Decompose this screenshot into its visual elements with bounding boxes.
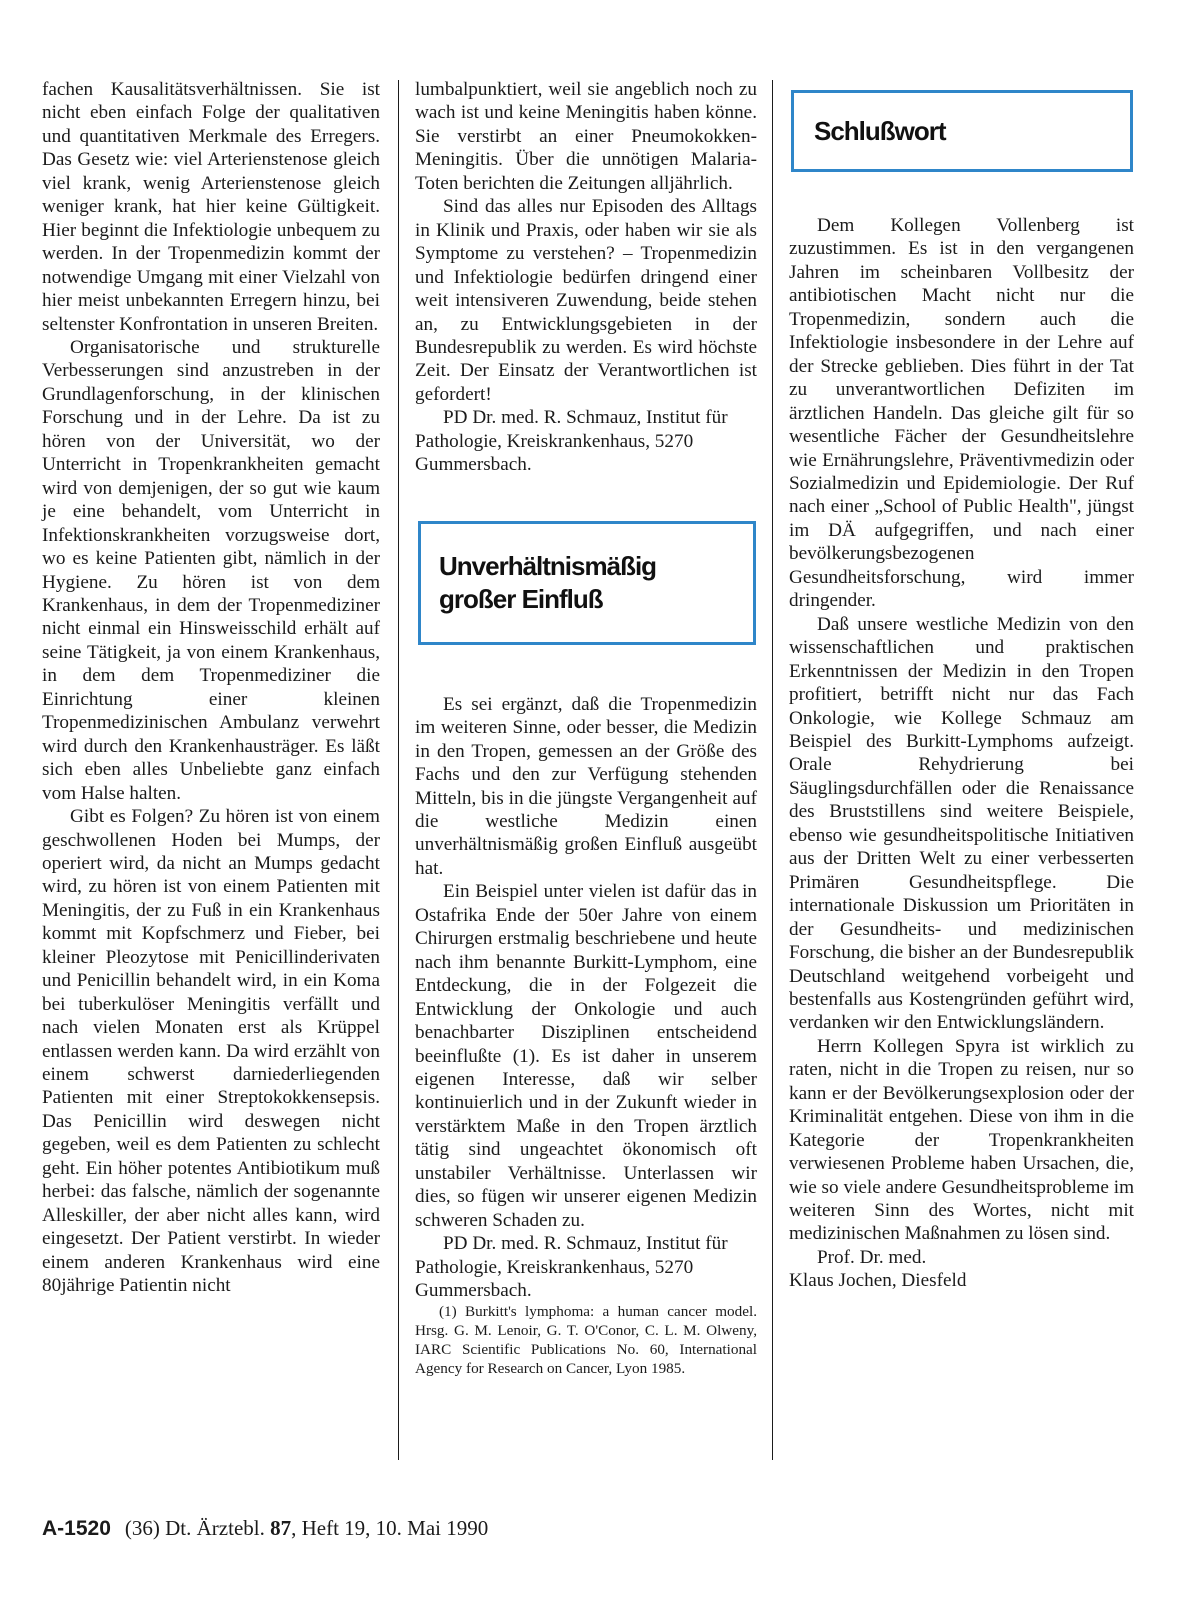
paragraph: fachen Kausalitätsverhältnissen. Sie ist nicht eben einfach Folge der qualitativen und quantitativen Merkmale des Erregers. Das Gesetz wie: viel Arterienstenose gleich viel krank, wenig Arterienstenose gleich weniger krank, hat hier keine Gültigkeit. Hier beginnt die Infektiologie unbequem zu werden. In der Tropenmedizin kommt der notwendige Umgang mit einer Vielzahl von hier meist unbekannten Erregern hinzu, bei seltenster Konfrontation in unseren Breiten.: [42, 79, 380, 335]
volume-number: 87: [270, 1516, 292, 1540]
section-heading-box: [791, 90, 1133, 172]
column-middle: [415, 78, 757, 1378]
citation-prefix: (36) Dt. Ärztebl.: [124, 1516, 265, 1540]
footnote: (1) Burkitt's lymphoma: a human cancer model. Hrsg. G. M. Lenoir, G. T. O'Conor, C. L. M. Olweny, IARC Scientific Publications No. 60, International Agency for Research on Cancer, Lyon 1985.: [415, 1303, 757, 1378]
column-left: [42, 78, 380, 1298]
author-signature: PD Dr. med. R. Schmauz, Institut für Pathologie, Kreiskrankenhaus, 5270 Gummersbach.: [415, 1233, 728, 1302]
paragraph: Herrn Kollegen Spyra ist wirklich zu raten, nicht in die Tropen zu reisen, nur so kann er der Bevölkerungsexplosion oder der Kriminalität entgehen. Diese von ihm in die Kategorie der Tropenkrankheiten verwiesenen Probleme haben Ursachen, die, wie so viele andere Gesundheitsprobleme im weiteren Sinn des Wortes, nicht mit medizinischen Maßnahmen zu lösen sind.: [789, 1035, 1134, 1245]
column-divider: [772, 80, 773, 1460]
paragraph: Es sei ergänzt, daß die Tropenmedizin im weiteren Sinne, oder besser, die Medizin in den Tropen, gemessen an der Größe des Fachs und den zur Verfügung stehenden Mitteln, bis in die jüngste Vergangenheit auf die westliche Medizin einen unverhältnismäßig großen Einfluß ausgeübt hat.: [415, 693, 757, 879]
paragraph: lumbalpunktiert, weil sie angeblich noch zu wach ist und keine Meningitis haben könne. Sie verstirbt an einer Pneumokokken-Meningitis. Über die unnötigen Malaria-Toten berichten die Zeitungen alljährlich.: [415, 79, 757, 194]
section-heading-line: Unverhältnismäßig: [439, 550, 657, 581]
author-signature: Prof. Dr. med.: [817, 1246, 927, 1268]
section-heading: Schlußwort: [814, 116, 946, 146]
page-number: A-1520: [42, 1517, 111, 1540]
citation-suffix: , Heft 19, 10. Mai 1990: [291, 1516, 489, 1540]
author-signature: Klaus Jochen, Diesfeld: [789, 1270, 967, 1292]
page-footer: [42, 1516, 488, 1541]
section-heading-line: großer Einfluß: [439, 583, 603, 614]
column-divider: [398, 80, 399, 1460]
paragraph: Daß unsere westliche Medizin von den wissenschaftlichen und praktischen Erkenntnissen der Medizin in den Tropen profitiert, betrifft nicht nur das Fach Onkologie, wie Kollege Schmauz am Beispiel des Burkitt-Lymphoms aufzeigt. Orale Rehydrierung bei Säuglingsdurchfällen oder die Renaissance des Bruststillens sind weitere Beispiele, ebenso wie gesundheitspolitische Initiativen aus der Dritten Welt zu einer verbesserten Primären Gesundheitspflege. Die internationale Diskussion um Prioritäten in der Gesundheits- und medizinischen Forschung, die bisher an der Bundesrepublik Deutschland weitgehend vorbeigeht und bestenfalls aus Kostengründen geführt wird, verdanken wir den Entwicklungsländern.: [789, 613, 1134, 1034]
author-signature: PD Dr. med. R. Schmauz, Institut für Pathologie, Kreiskrankenhaus, 5270 Gummersbach.: [415, 407, 728, 476]
paragraph: Dem Kollegen Vollenberg ist zuzustimmen. Es ist in den vergangenen Jahren im scheinbaren Vollbesitz der antibiotischen Macht nicht nur die Tropenmedizin, sondern auch die Infektiologie insbesondere in der Lehre auf der Strecke geblieben. Dies führt in der Tat zu unverantwortlichen Defiziten im ärztlichen Handeln. Das gleiche gilt für so wesentliche Fächer der Gesundheitslehre wie Ernährungslehre, Präventivmedizin oder Sozialmedizin und Epidemiologie. Der Ruf nach einer „School of Public Health", jüngst im DÄ aufgegriffen, und nach einer bevölkerungsbezogenen Gesundheitsforschung, wird immer dringender.: [789, 215, 1134, 612]
paragraph: Gibt es Folgen? Zu hören ist von einem geschwollenen Hoden bei Mumps, der operiert wird, da nicht an Mumps gedacht wird, zu hören ist von einem Patienten mit Meningitis, der zu Fuß in ein Krankenhaus kommt mit Kopfschmerz und Fieber, bei kleiner Pleozytose mit Penicillinderivaten und Penicillin behandelt wird, in ein Koma bei tuberkulöser Meningitis verfällt und nach vielen Monaten erst als Krüppel entlassen werden kann. Da wird erzählt von einem schwerst darniederliegenden Patienten mit einer Streptokokkensepsis. Das Penicillin wird deswegen nicht gegeben, weil es dem Patienten zu schlecht geht. Ein höher potentes Antibiotikum muß herbei: das falsche, nämlich der sogenannte Alleskiller, der aber nicht alles kann, wird eingesetzt. Der Patient verstirbt. In wieder einem anderen Krankenhaus wird eine 80jährige Patientin nicht: [42, 806, 380, 1297]
paragraph: Organisatorische und strukturelle Verbesserungen sind anzustreben in der Grundlagenforschung, in der klinischen Forschung und in der Lehre. Da ist zu hören von der Universität, wo der Unterricht in Tropenkrankheiten gemacht wird von demjenigen, der so gut wie kaum je eine behandelt, vom Unterricht in Infektionskrankheiten vorzugsweise dort, wo es keine Patienten gibt, nämlich in der Hygiene. Zu hören ist von dem Krankenhaus, in dem der Tropenmediziner nicht einmal ein Hinsweisschild erhält auf seine Tätigkeit, ja von einem Krankenhaus, in dem dem Tropenmediziner die Einrichtung einer kleinen Tropenmedizinischen Ambulanz verwehrt wird durch den Krankenhausträger. Es läßt sich eben alles Unbeliebte ganz einfach vom Halse halten.: [42, 336, 380, 804]
section-heading-box: [418, 521, 756, 645]
paragraph: Sind das alles nur Episoden des Alltags in Klinik und Praxis, oder haben wir sie als Symptome zu verstehen? – Tropenmedizin und Infektiologie bedürfen dringend einer weit intensiveren Zuwendung, beide stehen an, zu Entwicklungsgebieten in der Bundesrepublik zu werden. Es wird höchste Zeit. Der Einsatz der Verantwortlichen ist gefordert!: [415, 196, 757, 405]
paragraph: Ein Beispiel unter vielen ist dafür das in Ostafrika Ende der 50er Jahre von einem Chirurgen erstmalig beschriebene und heute nach ihm benannte Burkitt-Lymphom, eine Entdeckung, die in der Folgezeit die Entwicklung der Onkologie und auch benachbarter Disziplinen entscheidend beeinflußte (1). Es ist daher in unserem eigenen Interesse, daß wir selber kontinuierlich und in der Zukunft wieder in verstärktem Maße in den Tropen ärztlich tätig sind ungeachtet ökonomisch oft unstabiler Verhältnisse. Unterlassen wir dies, so fügen wir unserer eigenen Medizin schweren Schaden zu.: [415, 881, 757, 1231]
column-right: [789, 214, 1134, 1293]
